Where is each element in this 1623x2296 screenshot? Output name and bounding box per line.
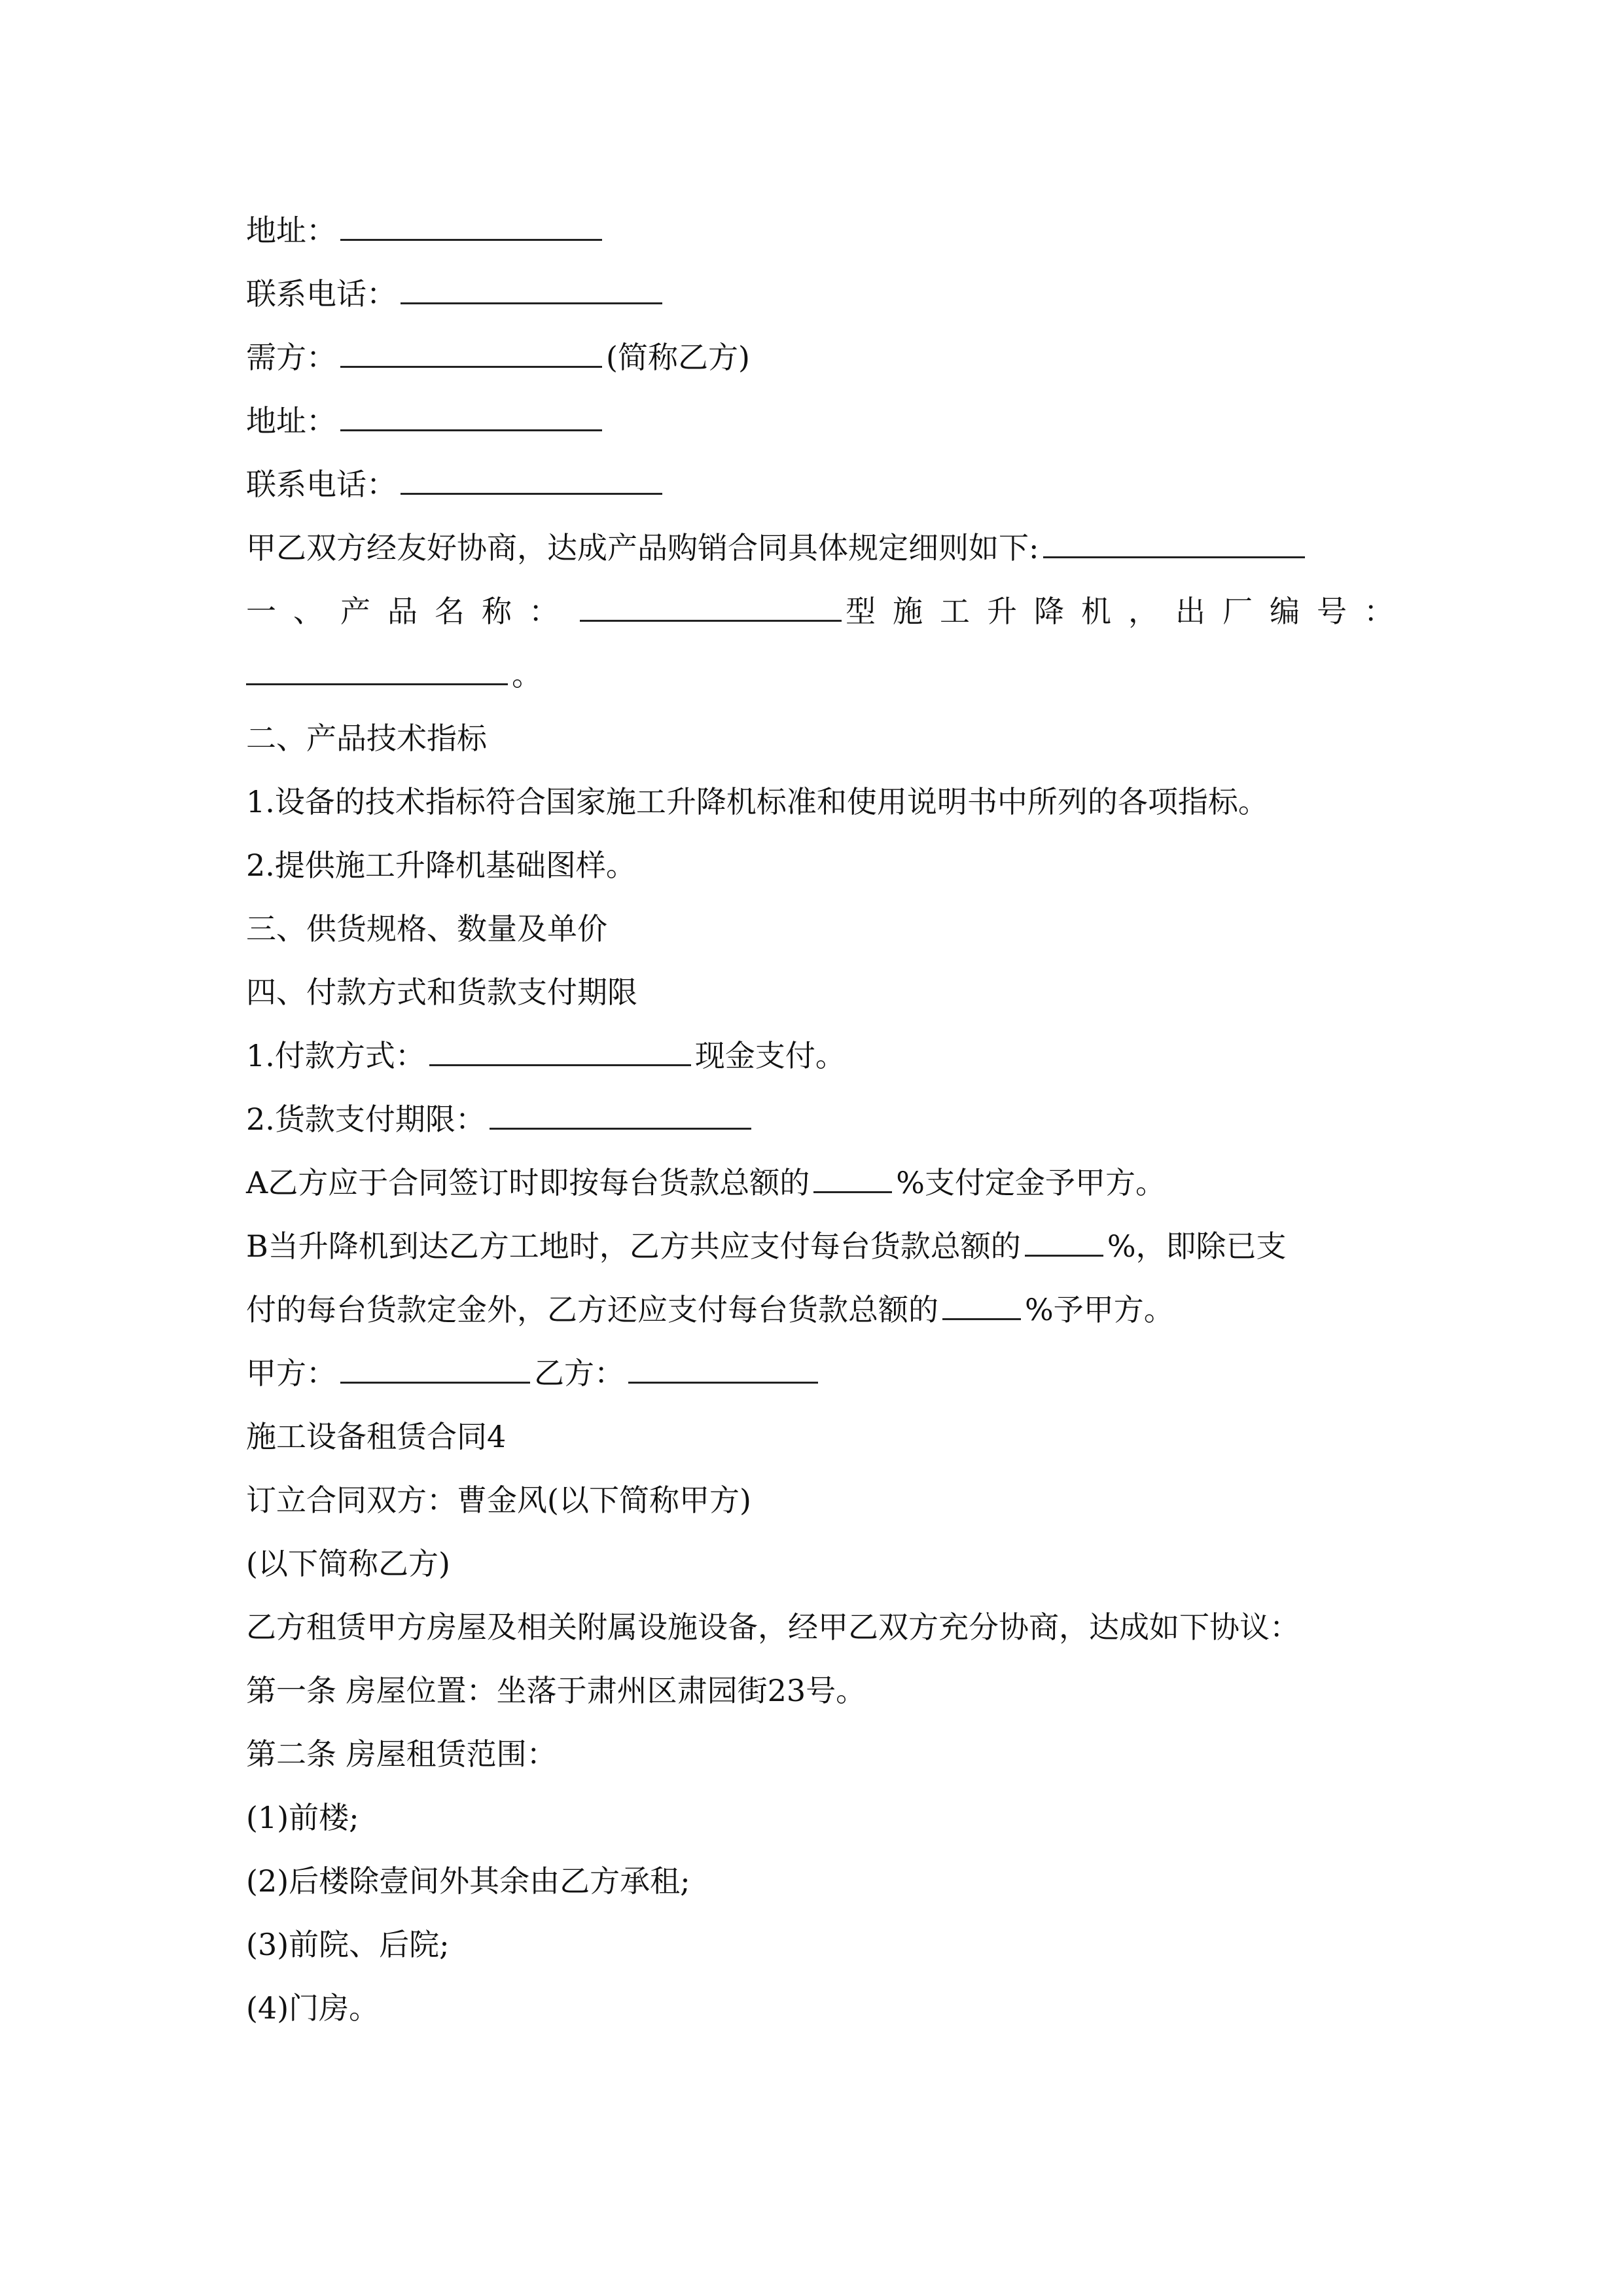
article-one: 第一条 房屋位置：坐落于肃州区肃园街23号。 [246,1673,866,1708]
payment-method-blank[interactable] [429,1033,691,1066]
address-blank[interactable] [340,207,602,241]
buyer-address-line [246,398,606,444]
party-b-blank[interactable] [628,1350,818,1384]
party-b-label: 乙方： [534,1355,624,1391]
arrival-percent-blank[interactable] [1025,1223,1103,1257]
serial-number-blank[interactable] [246,652,508,685]
buyer-blank[interactable] [340,334,602,368]
remaining-payment-suffix: %予甲方。 [1025,1292,1174,1327]
product-name-label: 一、产品名称： [246,594,576,629]
deposit-clause-line [246,1160,1166,1206]
contract-parties: 订立合同双方：曹金风(以下简称甲方) [246,1482,751,1518]
phone-label: 联系电话： [246,276,397,312]
serial-end-mark: 。 [512,657,542,692]
buyer-phone-line [246,461,666,507]
product-type-text: 型施工升降机，出厂编号： [846,594,1411,629]
payment-method-label: 1.付款方式： [246,1038,425,1073]
lease-scope-item: (2)后楼除壹间外其余由乙方承租; [246,1863,690,1899]
section-heading: 二、产品技术指标 [246,721,487,756]
lease-scope-item: (3)前院、后院; [246,1927,450,1962]
article-two: 第二条 房屋租赁范围： [246,1736,557,1772]
payment-deadline-line [246,1096,755,1142]
deposit-clause-suffix: %支付定金予甲方。 [896,1165,1166,1200]
supplier-address-line [246,207,606,253]
phone-label: 联系电话： [246,467,397,502]
lease-intro: 乙方租赁甲方房屋及相关附属设施设备，经甲乙双方充分协商，达成如下协议： [246,1609,1300,1645]
remaining-payment-line [246,1287,1174,1333]
party-b-note: (以下简称乙方) [246,1546,450,1581]
payment-method-line [246,1033,846,1079]
phone-blank[interactable] [401,271,662,304]
buyer-label: 需方： [246,340,336,375]
arrival-payment-line [246,1223,1287,1269]
arrival-payment-text: B当升降机到达乙方工地时，乙方共应支付每台货款总额的 [246,1229,1021,1264]
intro-blank[interactable] [1043,525,1305,558]
payment-deadline-label: 2.货款支付期限： [246,1102,486,1137]
product-name-line [246,588,1411,634]
party-a-label: 甲方： [246,1355,336,1391]
lease-scope-item: (4)门房。 [246,1990,380,2026]
payment-method-suffix: 现金支付。 [694,1038,846,1073]
lease-scope-item: (1)前楼; [246,1800,359,1835]
buyer-abbrev: (简称乙方) [606,340,750,375]
supplier-phone-line [246,271,666,317]
clause-text: 1.设备的技术指标符合国家施工升降机标准和使用说明书中所列的各项指标。 [246,784,1268,819]
product-model-blank[interactable] [580,588,842,622]
serial-number-line [246,652,542,698]
agreement-intro-line [246,525,1309,571]
clause-text: 2.提供施工升降机基础图样。 [246,848,636,883]
address-label: 地址： [246,403,336,439]
remaining-percent-blank[interactable] [942,1287,1021,1320]
payment-deadline-blank[interactable] [490,1096,751,1130]
deposit-percent-blank[interactable] [813,1160,892,1193]
contract-title: 施工设备租赁合同4 [246,1419,507,1454]
section-heading: 四、付款方式和货款支付期限 [246,975,637,1010]
remaining-payment-text: 付的每台货款定金外，乙方还应支付每台货款总额的 [246,1292,938,1327]
arrival-payment-suffix: %，即除已支 [1107,1229,1287,1264]
party-a-blank[interactable] [340,1350,530,1384]
deposit-clause-text: A乙方应于合同签订时即按每台货款总额的 [246,1165,810,1200]
signature-line [246,1350,822,1396]
agreement-intro-text: 甲乙双方经友好协商，达成产品购销合同具体规定细则如下: [246,530,1039,565]
address-label: 地址： [246,213,336,248]
section-heading: 三、供货规格、数量及单价 [246,911,607,946]
phone-blank[interactable] [401,461,662,495]
address-blank[interactable] [340,398,602,431]
buyer-line [246,334,750,380]
